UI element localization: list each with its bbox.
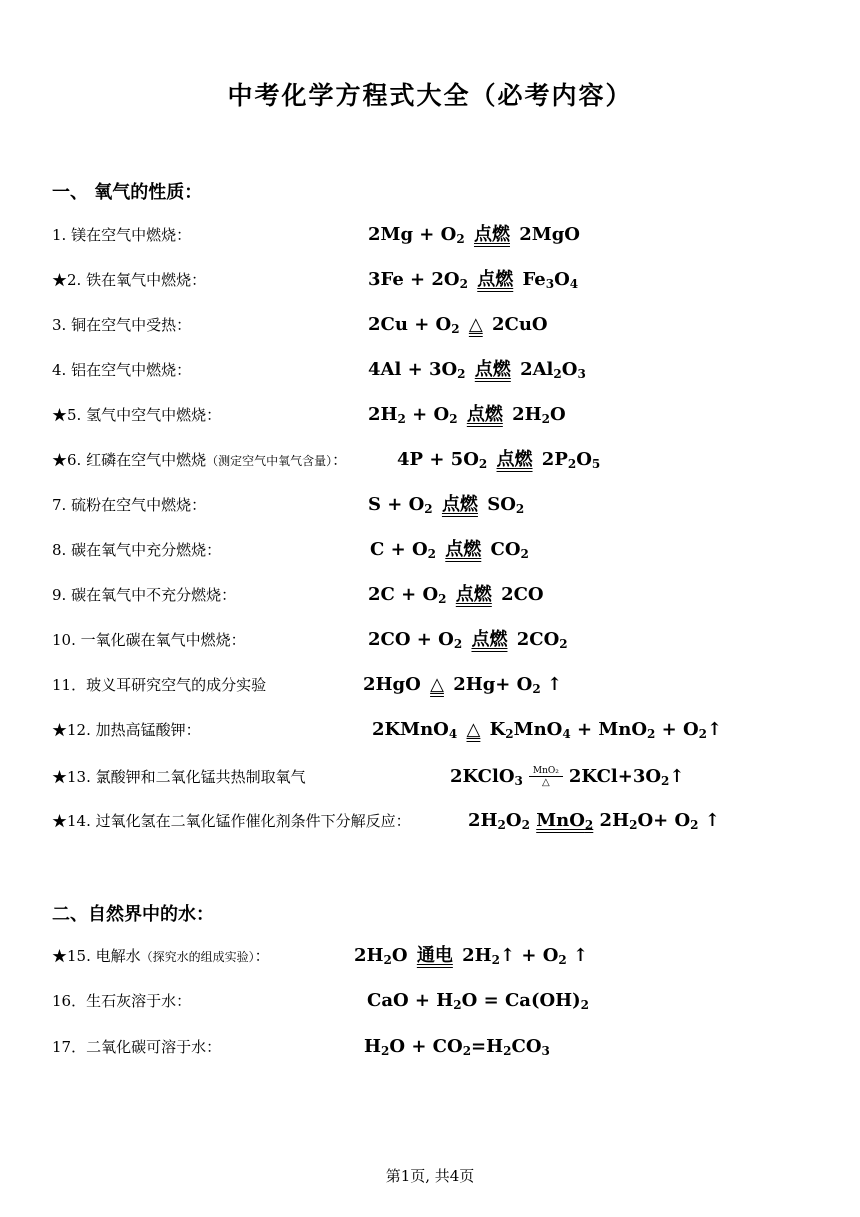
chemical-equation: $3Fe + 2O_2$ 点燃 $Fe_3O_4$: [368, 269, 579, 291]
equation-label: 16．生石灰溶于水：: [52, 992, 192, 1010]
chemical-equation: $C + O_2$ 点燃 $CO_2$: [370, 539, 529, 561]
heat-icon: △: [542, 776, 550, 788]
chemical-equation: 2KMnO$_4$ △ $K_2MnO_4 + MnO_2$ + $O_2↑$: [372, 719, 723, 741]
equation-label: 8. 碳在氧气中充分燃烧：: [52, 541, 222, 559]
equation-row: [52, 357, 832, 387]
label-note: （测定空气中氧气含量）: [206, 454, 333, 468]
equation-label: [52, 447, 347, 474]
condition: 点燃: [455, 584, 492, 605]
equation-label: 10. 一氧化碳在氧气中燃烧：: [52, 631, 246, 649]
section-heading-water: 二、自然界中的水：: [52, 904, 214, 925]
page-title: 中考化学方程式大全（必考内容）: [227, 81, 633, 110]
catalyst: MnO₂: [529, 766, 563, 777]
label-colon: ：: [332, 451, 348, 469]
equation-label: 3. 铜在空气中受热：: [52, 316, 192, 334]
chemical-equation: $2H_2 + O_2$ 点燃 $2H_2O$: [368, 404, 566, 426]
equation-row: [52, 447, 832, 477]
label-text: ★15. 电解水: [52, 947, 141, 965]
chemical-equation: 2KClO$_3$ $\frac{\text{MnO₂}}{\triangle}$ $2KCl+3O_2↑$: [450, 765, 685, 788]
equation-label: ★12. 加热高锰酸钾：: [52, 721, 201, 739]
equation-row: [52, 582, 832, 612]
condition: 点燃: [474, 359, 511, 380]
chemical-equation: $2Cu + O_2$ △ 2CuO: [368, 314, 548, 336]
condition: 点燃: [466, 404, 503, 425]
chemical-equation: $S + O_2$ 点燃 $SO_2$: [368, 494, 525, 516]
chemical-equation: $4Al + 3O_2$ 点燃 $2Al_2O_3$: [368, 359, 586, 381]
equation-row: [52, 312, 832, 342]
condition: 点燃: [445, 539, 482, 560]
arrow-up-icon: ↑: [546, 674, 563, 695]
arrow-up-icon: ↑: [707, 719, 723, 740]
heat-icon: △: [468, 314, 483, 335]
section-heading-oxygen: 一、 氧气的性质：: [52, 182, 203, 203]
chemical-equation: $2H_2O_2$ MnO$_2$ $2H_2O+ O_2$ ↑: [468, 810, 720, 832]
heat-icon: △: [466, 719, 481, 740]
heat-icon: △: [430, 674, 444, 695]
equation-label: 1. 镁在空气中燃烧：: [52, 226, 192, 244]
equation-label: ★14. 过氧化氢在二氧化锰作催化剂条件下分解反应：: [52, 812, 411, 830]
page-footer: 第1页, 共4页: [385, 1167, 475, 1185]
arrow-up-icon: ↑: [669, 766, 685, 787]
chemical-equation: $2H_2O$ 通电 $2H_2↑ + O_2$ ↑: [354, 945, 589, 967]
equation-label: ★13. 氯酸钾和二氧化锰共热制取氧气: [52, 768, 306, 786]
equation-row: [52, 808, 832, 838]
label-text: ★6. 红磷在空气中燃烧: [52, 451, 207, 469]
equation-row: [52, 537, 832, 567]
condition: 通电: [416, 945, 453, 966]
condition: 点燃: [441, 494, 478, 515]
equation-row: [52, 764, 832, 794]
equation-row: [52, 222, 832, 252]
chemical-equation: $2C + O_2$ 点燃 2CO: [368, 584, 544, 606]
equation-label: 11．玻义耳研究空气的成分实验: [52, 676, 267, 694]
equation-label: 4. 铝在空气中燃烧：: [52, 361, 192, 379]
equation-label: [52, 943, 270, 970]
arrow-up-icon: ↑: [573, 945, 589, 966]
condition: 点燃: [471, 629, 508, 650]
equation-row: [52, 627, 832, 657]
chemical-equation: $4P + 5O_2$ 点燃 $2P_2O_5$: [397, 449, 601, 471]
equation-row: [52, 267, 832, 297]
arrow-up-icon: ↑: [704, 810, 720, 831]
equation-row: [52, 1034, 832, 1064]
chemical-equation: CaO + $H_2O = Ca(OH)_2$: [367, 990, 590, 1012]
condition: MnO$_2$: [536, 810, 594, 832]
chemical-equation: $2CO + O_2$ 点燃 $2CO_2$: [368, 629, 568, 651]
equation-row: [52, 988, 832, 1018]
chemical-equation: $H_2O + CO_2=H_2CO_3$: [364, 1036, 550, 1058]
arrow-up-icon: ↑: [500, 945, 516, 966]
reaction-condition: [529, 766, 563, 789]
equation-label: ★2. 铁在氧气中燃烧：: [52, 271, 207, 289]
condition: 点燃: [477, 269, 514, 290]
equation-row: [52, 717, 832, 747]
equation-row: [52, 672, 832, 702]
equation-row: [52, 492, 832, 522]
label-colon: ：: [254, 947, 270, 965]
equation-label: ★5. 氢气中空气中燃烧：: [52, 406, 222, 424]
equation-label: 9. 碳在氧气中不充分燃烧：: [52, 586, 237, 604]
equation-label: 17．二氧化碳可溶于水：: [52, 1038, 222, 1056]
label-note: （探究水的组成实验）: [140, 950, 255, 964]
equation-row: [52, 943, 832, 973]
equation-row: [52, 402, 832, 432]
condition: 点燃: [473, 224, 510, 245]
condition: 点燃: [496, 449, 533, 470]
chemical-equation: 2HgO △ $2Hg+ O_2$ ↑: [363, 674, 563, 696]
chemical-equation: $2Mg + O_2$ 点燃 2MgO: [368, 224, 580, 246]
catalyst: MnO: [536, 810, 585, 831]
equation-label: 7. 硫粉在空气中燃烧：: [52, 496, 207, 514]
